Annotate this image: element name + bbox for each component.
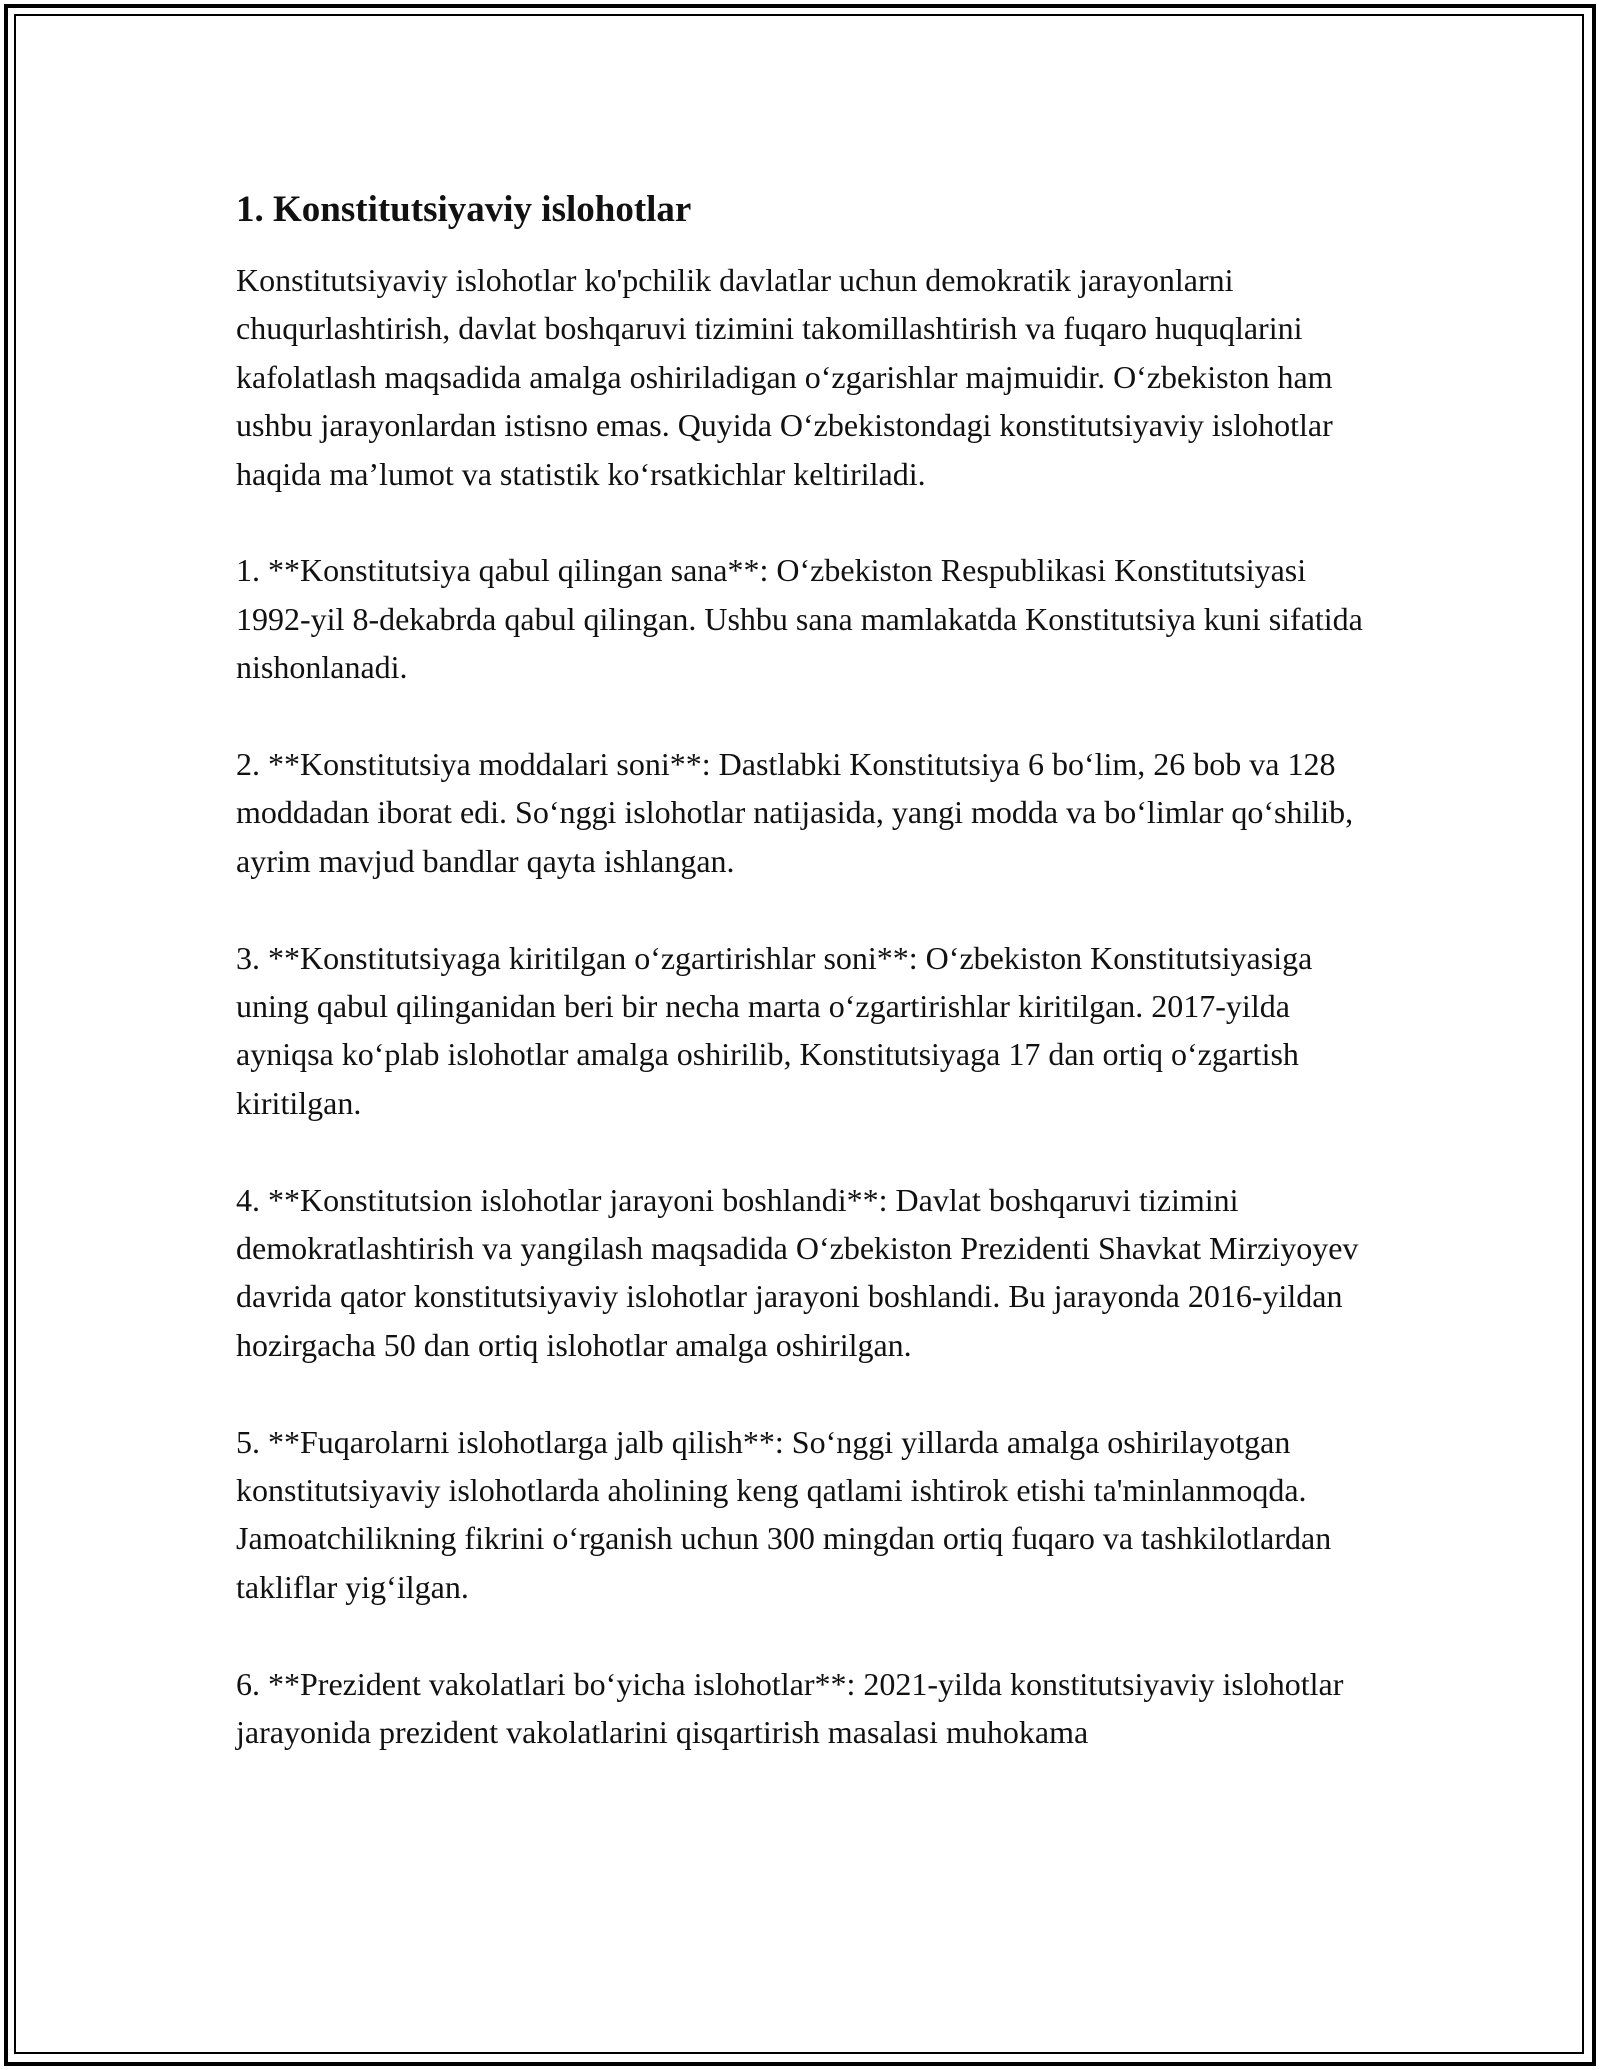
list-item-1: 1. **Konstitutsiya qabul qilingan sana**: O‘zbekiston Respublikasi Konstitutsiyasi 1992-yil 8-dekabrda qabul qilingan. Ushbu sana mamlakatda Konstitutsiya kuni sifatida nishonlanadi. — [236, 552, 1363, 686]
document-body — [236, 188, 1366, 1757]
list-item-4: 4. **Konstitutsion islohotlar jarayoni boshlandi**: Davlat boshqaruvi tizimini demokratlashtirish va yangilash maqsadida O‘zbekiston Prezidenti Shavkat Mirziyoyev davrida qator konstitutsiyaviy islohotlar jarayoni boshlandi. Bu jarayonda 2016-yildan hozirgacha 50 dan ortiq islohotlar amalga oshirilgan. — [236, 1181, 1359, 1363]
list-item-5: 5. **Fuqarolarni islohotlarga jalb qilish**: So‘nggi yillarda amalga oshirilayotgan konstitutsiyaviy islohotlarda aholining keng qatlami ishtirok etishi ta'minlanmoqda. Jamoatchilikning fikrini o‘rganish uchun 300 mingdan ortiq fuqaro va tashkilotlardan takliflar yig‘ilgan. — [236, 1423, 1332, 1605]
intro-paragraph: Konstitutsiyaviy islohotlar ko'pchilik davlatlar uchun demokratik jarayonlarni chuqurlashtirish, davlat boshqaruvi tizimini takomillashtirish va fuqaro huquqlarini kafolatlash maqsadida amalga oshiriladigan o‘zgarishlar majmuidir. O‘zbekiston ham ushbu jarayonlardan istisno emas. Quyida O‘zbekistondagi konstitutsiyaviy islohotlar haqida ma’lumot va statistik ko‘rsatkichlar keltiriladi. — [236, 262, 1333, 492]
list-item-2: 2. **Konstitutsiya moddalari soni**: Dastlabki Konstitutsiya 6 bo‘lim, 26 bob va 128 moddadan iborat edi. So‘nggi islohotlar natijasida, yangi modda va bo‘limlar qo‘shilib, ayrim mavjud bandlar qayta ishlangan. — [236, 746, 1354, 879]
document-title: 1. Konstitutsiyaviy islohotlar — [236, 189, 692, 230]
list-item-6: 6. **Prezident vakolatlari bo‘yicha islohotlar**: 2021-yilda konstitutsiyaviy islohotlar jarayonida prezident vakolatlarini qisqartirish masalasi muhokama — [236, 1665, 1344, 1751]
list-item-3: 3. **Konstitutsiyaga kiritilgan o‘zgartirishlar soni**: O‘zbekiston Konstitutsiyasiga uning qabul qilinganidan beri bir necha marta o‘zgartirishlar kiritilgan. 2017-yilda ayniqsa ko‘plab islohotlar amalga oshirilib, Konstitutsiyaga 17 dan ortiq o‘zgartish kiritilgan. — [236, 939, 1313, 1121]
